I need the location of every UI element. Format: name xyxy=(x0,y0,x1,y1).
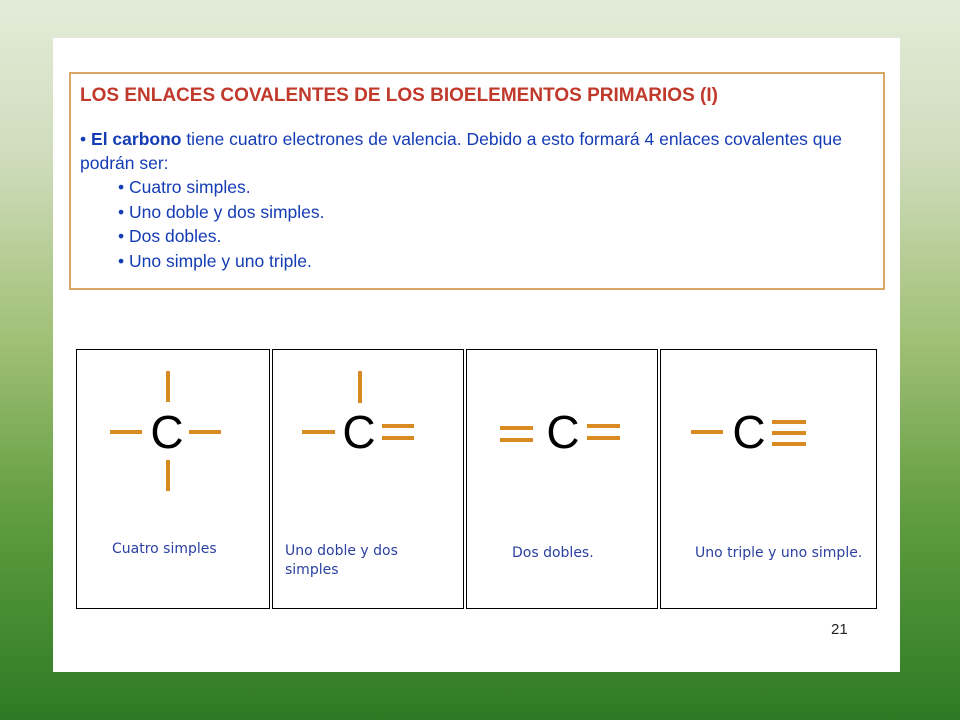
options-list xyxy=(80,175,874,273)
text-box xyxy=(69,72,885,290)
caption-two-double: Dos dobles. xyxy=(512,545,594,561)
option-item: • Dos dobles. xyxy=(118,226,222,246)
panel-double-two-single xyxy=(272,349,464,609)
carbon-symbol: C xyxy=(546,406,580,458)
caption-triple-single: Uno triple y uno simple. xyxy=(695,545,863,561)
intro-bold: El carbono xyxy=(91,129,182,149)
panel-triple-single xyxy=(660,349,877,609)
panel-two-double xyxy=(466,349,658,609)
caption-double-two-single: Uno doble y dos simples xyxy=(285,543,398,578)
slide xyxy=(53,38,900,672)
carbon-diagram-four-single xyxy=(77,350,271,610)
intro-bullet: • xyxy=(80,129,87,149)
carbon-symbol: C xyxy=(150,406,184,458)
page-number: 21 xyxy=(831,621,848,638)
carbon-symbol: C xyxy=(342,406,376,458)
option-item: • Uno simple y uno triple. xyxy=(118,250,312,271)
carbon-symbol: C xyxy=(732,406,766,458)
intro-paragraph xyxy=(80,127,874,175)
caption-four-single: Cuatro simples xyxy=(112,541,217,557)
panel-four-single xyxy=(76,349,270,609)
carbon-diagram-two-double xyxy=(467,350,659,610)
slide-title: LOS ENLACES COVALENTES DE LOS BIOELEMENTOS PRIMARIOS (I) xyxy=(80,85,718,106)
intro-text: tiene cuatro electrones de valencia. Debido a esto formará 4 enlaces covalentes que podrán ser: xyxy=(80,129,842,173)
carbon-diagram-triple-single xyxy=(661,350,878,610)
option-item: • Uno doble y dos simples. xyxy=(118,201,325,222)
option-item: • Cuatro simples. xyxy=(118,177,251,197)
